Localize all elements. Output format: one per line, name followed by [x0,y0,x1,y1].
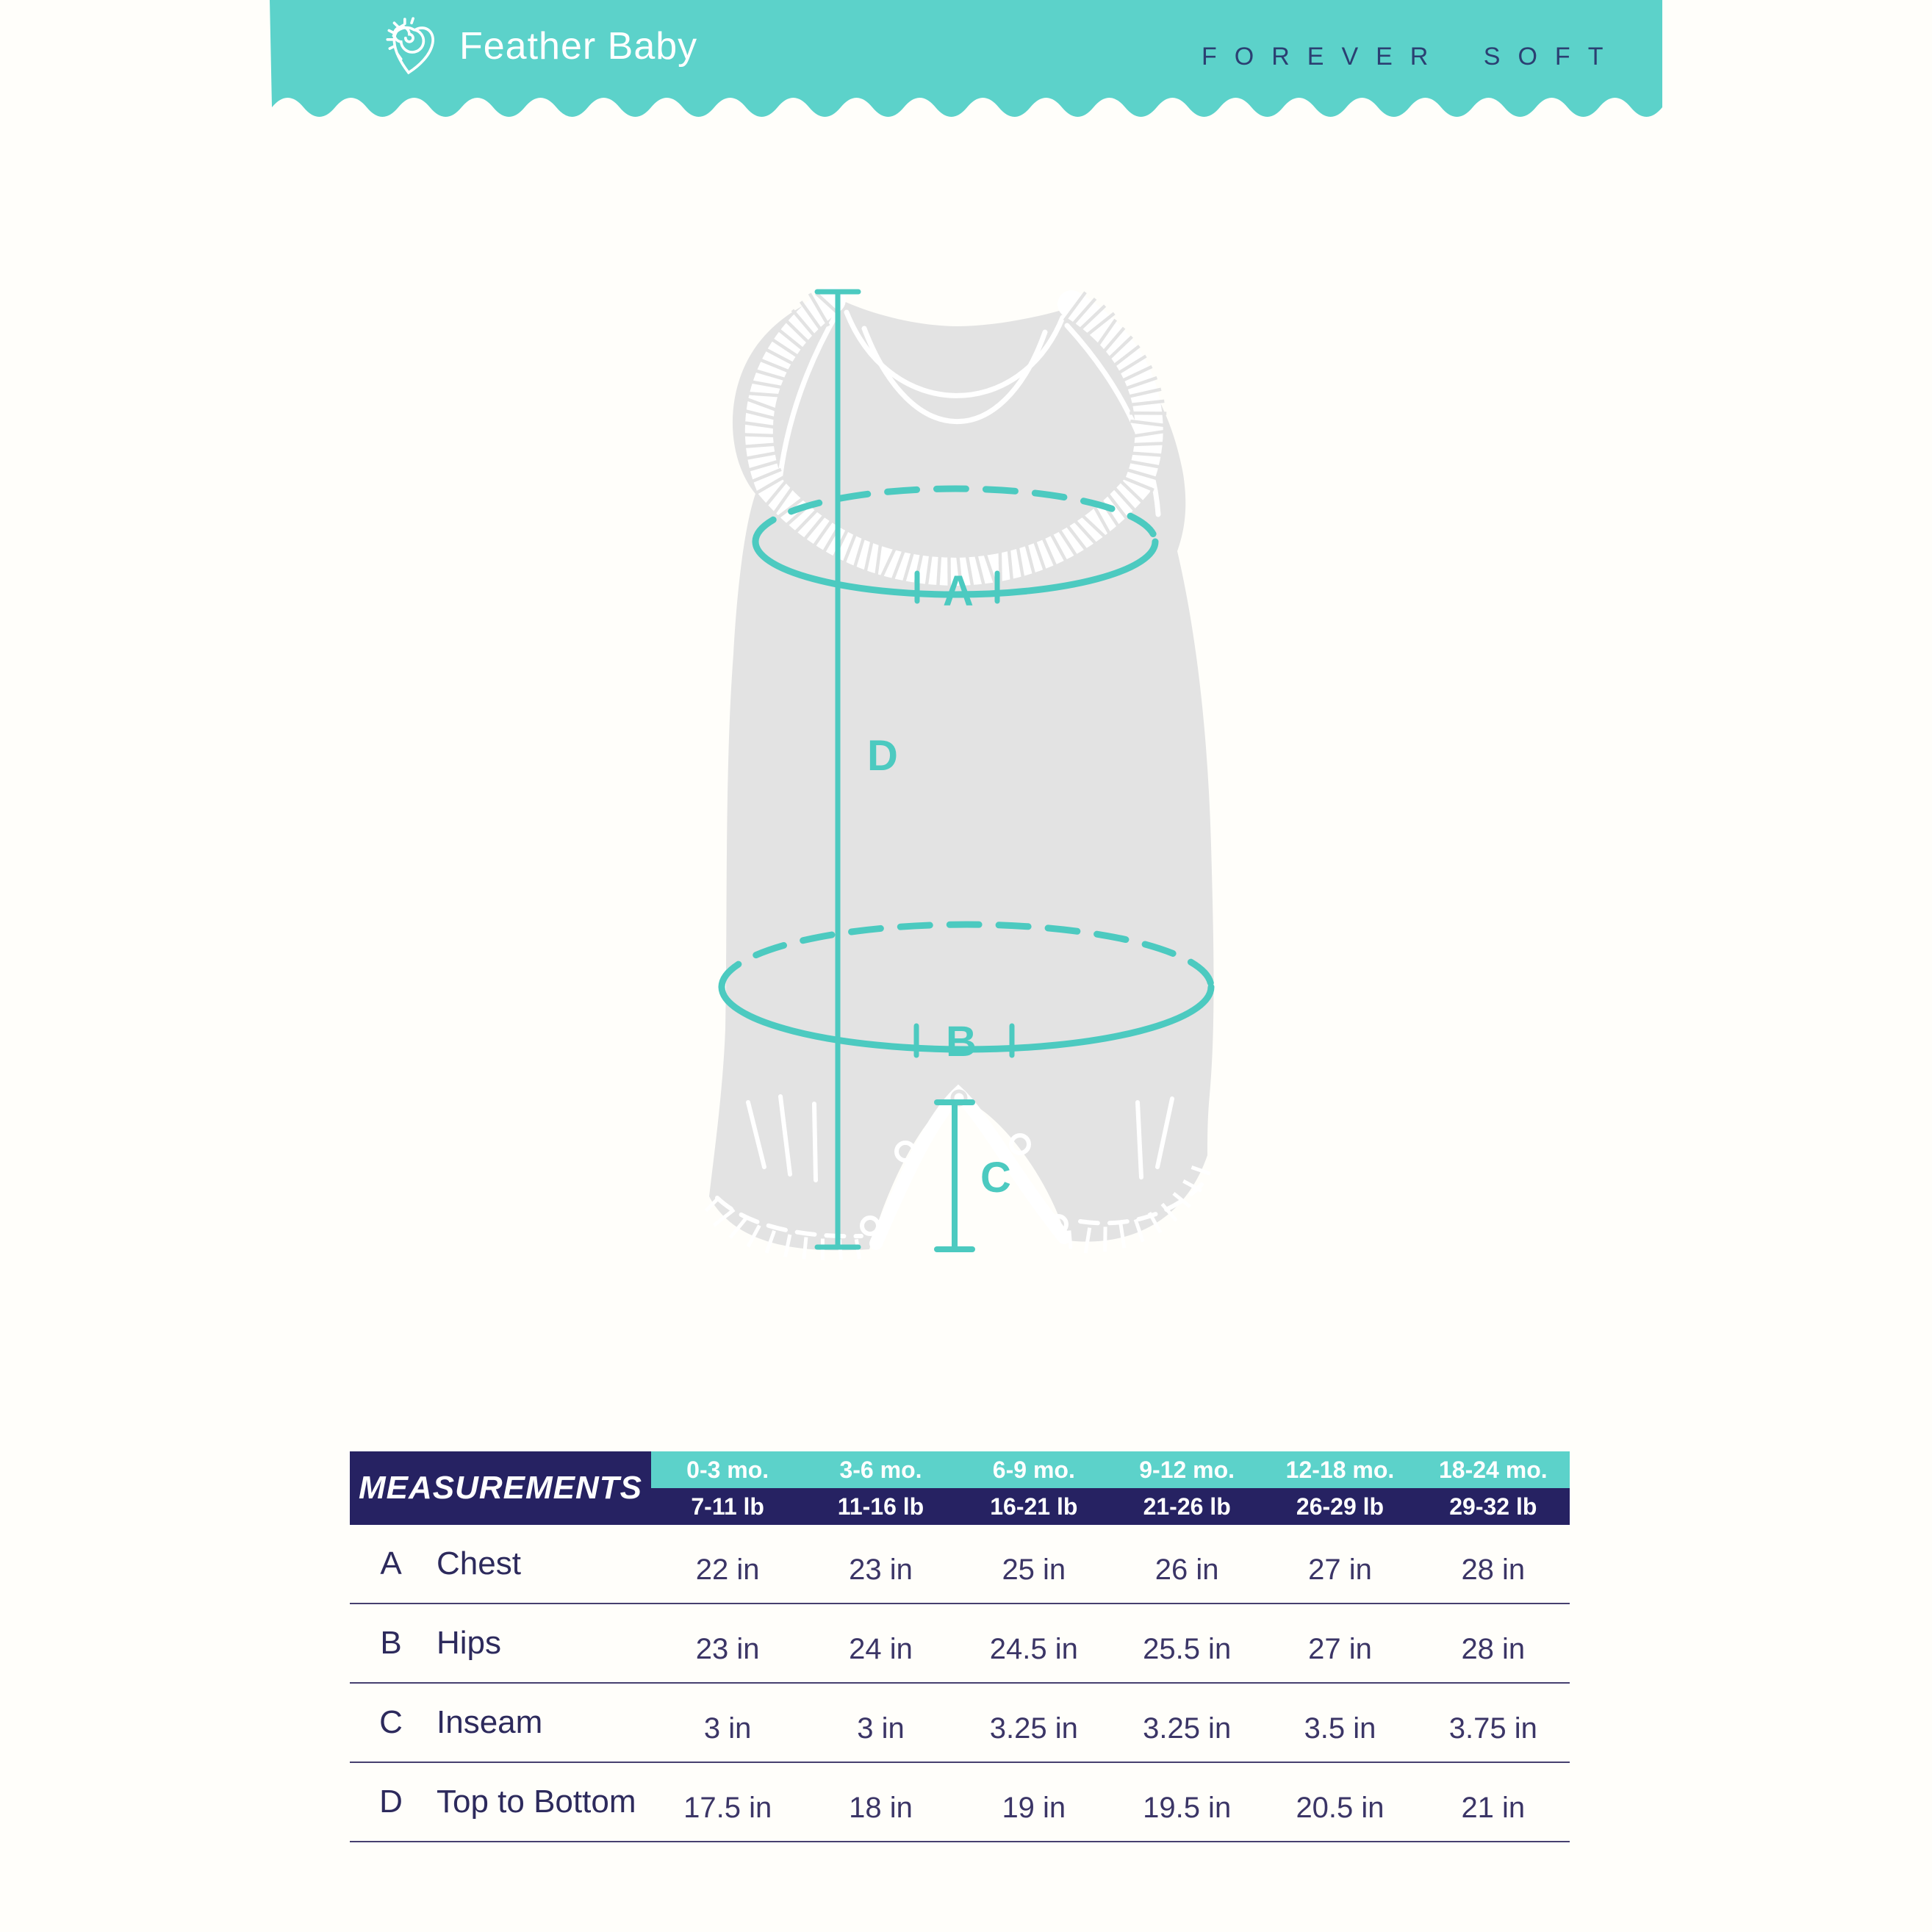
measure-label-chest: A [943,567,974,615]
table-cell: 26 in [1154,1553,1219,1586]
size-table [350,1451,1570,1842]
measure-label-top-to-bottom: D [867,732,898,780]
age-column-header: 12-18 mo. [1263,1451,1416,1488]
weight-column-header: 11-16 lb [804,1488,957,1525]
weight-column-header: 29-32 lb [1417,1488,1570,1525]
row-label: Hips [437,1625,502,1661]
table-cell: 3.75 in [1448,1712,1537,1745]
row-key: D [379,1784,403,1820]
table-cell: 3 in [703,1712,752,1745]
table-cell: 19.5 in [1143,1791,1232,1824]
table-cell: 21 in [1461,1791,1526,1824]
measure-label-inseam: C [980,1154,1011,1202]
row-key: C [379,1704,403,1740]
table-cell: 20.5 in [1296,1791,1385,1824]
table-cell: 17.5 in [683,1791,772,1824]
table-cell: 24.5 in [989,1632,1078,1665]
weight-column-header: 16-21 lb [958,1488,1110,1525]
age-column-header: 18-24 mo. [1417,1451,1570,1488]
row-label: Top to Bottom [437,1784,636,1820]
table-cell: 27 in [1308,1632,1372,1665]
table-cell: 25 in [1002,1553,1066,1586]
age-column-header: 6-9 mo. [958,1451,1110,1488]
table-row-top-to-bottom [350,1763,1570,1842]
garment-measurement-diagram [683,272,1242,1271]
weight-column-header: 26-29 lb [1263,1488,1416,1525]
table-cell: 3.25 in [1143,1712,1232,1745]
brand-name: Feather Baby [459,25,698,68]
brand [380,15,697,78]
table-cell: 28 in [1461,1632,1526,1665]
table-cell: 22 in [695,1553,760,1586]
romper-silhouette [704,290,1213,1260]
age-column-header: 9-12 mo. [1110,1451,1263,1488]
weight-column-header: 7-11 lb [651,1488,804,1525]
row-label: Inseam [437,1704,543,1740]
measure-label-hips: B [946,1018,977,1066]
table-cell: 23 in [695,1632,760,1665]
weight-column-header: 21-26 lb [1110,1488,1263,1525]
table-row-chest [350,1525,1570,1604]
row-key: B [380,1625,402,1661]
table-row-hips [350,1604,1570,1684]
table-row-inseam [350,1684,1570,1763]
table-cell: 24 in [849,1632,913,1665]
table-cell: 19 in [1002,1791,1066,1824]
measure-line-inseam [937,1102,972,1249]
table-cell: 3 in [857,1712,905,1745]
shell-logo-icon [380,15,440,78]
table-title: MEASUREMENTS [350,1451,651,1525]
table-cell: 25.5 in [1143,1632,1232,1665]
table-cell: 3.5 in [1304,1712,1376,1745]
table-cell: 3.25 in [989,1712,1078,1745]
age-column-header: 3-6 mo. [804,1451,957,1488]
tagline: FOREVER SOFT [1202,43,1621,71]
table-cell: 28 in [1461,1553,1526,1586]
age-column-header: 0-3 mo. [651,1451,804,1488]
table-cell: 23 in [849,1553,913,1586]
banner [270,0,1662,107]
size-table-header [350,1451,1570,1525]
row-key: A [380,1545,402,1581]
row-label: Chest [437,1545,521,1581]
table-cell: 27 in [1308,1553,1372,1586]
table-cell: 18 in [849,1791,913,1824]
